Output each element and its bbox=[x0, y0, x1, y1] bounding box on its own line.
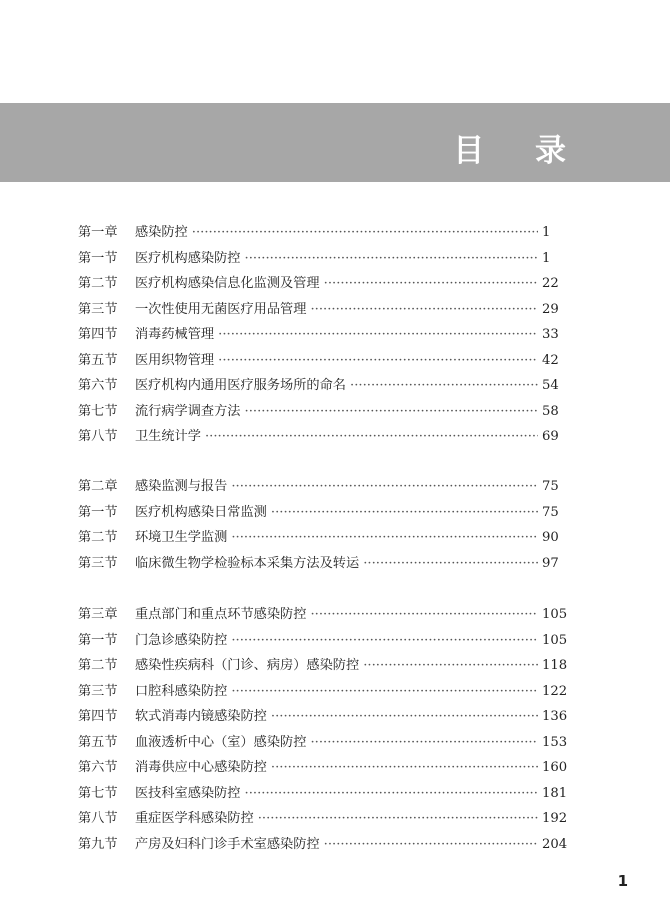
toc-entry-title: 软式消毒内镜感染防控 bbox=[135, 709, 267, 724]
toc-entry-number: 第二节 bbox=[78, 530, 118, 545]
toc-entry-page: 75 bbox=[542, 504, 559, 520]
toc-entry-title: 感染性疾病科（门诊、病房）感染防控 bbox=[135, 658, 360, 673]
toc-entry-page: 118 bbox=[542, 658, 568, 673]
toc-dot-leader bbox=[324, 835, 538, 855]
toc-section-row[interactable] bbox=[78, 376, 572, 396]
toc-dot-leader bbox=[258, 809, 538, 829]
toc-section-row[interactable] bbox=[78, 325, 572, 345]
toc-section-row[interactable] bbox=[78, 402, 572, 422]
toc-entry-page: 97 bbox=[542, 555, 559, 571]
toc-dot-leader bbox=[310, 300, 538, 320]
toc-dot-leader bbox=[218, 351, 538, 371]
toc-section-row[interactable] bbox=[78, 554, 572, 574]
toc-dot-leader bbox=[218, 325, 538, 345]
toc-entry-number: 第四节 bbox=[78, 709, 118, 724]
toc-entry-title: 临床微生物学检验标本采集方法及转运 bbox=[135, 555, 360, 571]
toc-entry-number: 第一章 bbox=[78, 225, 118, 240]
toc-entry-title: 感染防控 bbox=[135, 225, 188, 240]
toc-entry-number: 第五节 bbox=[78, 734, 118, 750]
toc-entry-title: 一次性使用无菌医疗用品管理 bbox=[135, 301, 307, 317]
toc-entry-number: 第六节 bbox=[78, 378, 118, 393]
toc-entry-number: 第四节 bbox=[78, 327, 118, 342]
toc-entry-title: 卫生统计学 bbox=[135, 429, 201, 444]
toc-entry-title: 医疗机构内通用医疗服务场所的命名 bbox=[135, 378, 346, 393]
toc-entry-title: 医用织物管理 bbox=[135, 352, 215, 368]
toc-entry-page: 1 bbox=[542, 250, 551, 266]
toc-entry-page: 192 bbox=[542, 811, 568, 826]
toc-section-row[interactable] bbox=[78, 784, 572, 804]
toc-entry-page: 22 bbox=[542, 276, 559, 291]
toc-entry-page: 42 bbox=[542, 352, 559, 368]
toc-entry-page: 160 bbox=[542, 760, 568, 775]
toc-entry-number: 第三节 bbox=[78, 683, 118, 699]
toc-entry-number: 第七节 bbox=[78, 785, 118, 801]
toc-section-row[interactable] bbox=[78, 503, 572, 523]
toc-dot-leader bbox=[245, 402, 539, 422]
toc-dot-leader bbox=[363, 656, 538, 676]
toc-dot-leader bbox=[271, 503, 538, 523]
toc-dot-leader bbox=[310, 733, 538, 753]
page-number: 1 bbox=[617, 872, 628, 890]
toc-entry-page: 105 bbox=[542, 607, 568, 622]
toc-dot-leader bbox=[192, 223, 538, 243]
toc-section-row[interactable] bbox=[78, 733, 572, 753]
toc-entry-page: 33 bbox=[542, 327, 559, 342]
toc-section-row[interactable] bbox=[78, 809, 572, 829]
toc-section-row[interactable] bbox=[78, 758, 572, 778]
toc-entry-title: 医疗机构感染信息化监测及管理 bbox=[135, 276, 320, 291]
toc-dot-leader bbox=[231, 477, 538, 497]
toc-entry-number: 第三节 bbox=[78, 301, 118, 317]
toc-section-row[interactable] bbox=[78, 528, 572, 548]
toc-entry-page: 58 bbox=[542, 403, 559, 419]
toc-section-row[interactable] bbox=[78, 631, 572, 651]
toc-entry-page: 54 bbox=[542, 378, 559, 393]
toc-entry-title: 流行病学调查方法 bbox=[135, 403, 241, 419]
toc-chapter-row[interactable] bbox=[78, 605, 572, 625]
toc-entry-title: 血液透析中心（室）感染防控 bbox=[135, 734, 307, 750]
toc-entry-title: 产房及妇科门诊手术室感染防控 bbox=[135, 836, 320, 852]
title-banner bbox=[0, 103, 670, 182]
toc-entry-title: 医技科室感染防控 bbox=[135, 785, 241, 801]
toc-entry-title: 重点部门和重点环节感染防控 bbox=[135, 607, 307, 622]
toc-entry-page: 1 bbox=[542, 225, 551, 240]
toc-dot-leader bbox=[205, 427, 538, 447]
toc-entry-number: 第二章 bbox=[78, 479, 118, 494]
toc-dot-leader bbox=[231, 631, 538, 651]
toc-chapter-row[interactable] bbox=[78, 477, 572, 497]
toc-section-row[interactable] bbox=[78, 656, 572, 676]
toc-entry-page: 122 bbox=[542, 683, 568, 699]
toc-dot-leader bbox=[231, 682, 538, 702]
toc-entry-title: 口腔科感染防控 bbox=[135, 683, 228, 699]
toc-entry-title: 医疗机构感染防控 bbox=[135, 250, 241, 266]
toc-dot-leader bbox=[324, 274, 538, 294]
toc-dot-leader bbox=[363, 554, 538, 574]
toc-entry-page: 105 bbox=[542, 632, 568, 648]
toc-entry-number: 第一节 bbox=[78, 504, 118, 520]
toc-section-row[interactable] bbox=[78, 707, 572, 727]
toc-entry-title: 消毒供应中心感染防控 bbox=[135, 760, 267, 775]
toc-entry-number: 第六节 bbox=[78, 760, 118, 775]
toc-entry-title: 重症医学科感染防控 bbox=[135, 811, 254, 826]
toc-entry-page: 75 bbox=[542, 479, 559, 494]
toc-chapter-row[interactable] bbox=[78, 223, 572, 243]
toc-section-row[interactable] bbox=[78, 427, 572, 447]
toc-entry-number: 第八节 bbox=[78, 429, 118, 444]
toc-dot-leader bbox=[271, 707, 538, 727]
toc-entry-number: 第二节 bbox=[78, 276, 118, 291]
toc-entry-page: 90 bbox=[542, 530, 559, 545]
toc-section-row[interactable] bbox=[78, 835, 572, 855]
toc-entry-number: 第一节 bbox=[78, 632, 118, 648]
toc-entry-number: 第七节 bbox=[78, 403, 118, 419]
toc-entry-number: 第二节 bbox=[78, 658, 118, 673]
toc-entry-page: 136 bbox=[542, 709, 568, 724]
toc-section-row[interactable] bbox=[78, 300, 572, 320]
toc-dot-leader bbox=[231, 528, 538, 548]
toc-entry-page: 204 bbox=[542, 836, 568, 852]
toc-section-row[interactable] bbox=[78, 249, 572, 269]
toc-entry-page: 181 bbox=[542, 785, 568, 801]
toc-section-row[interactable] bbox=[78, 274, 572, 294]
toc-entry-page: 153 bbox=[542, 734, 568, 750]
toc-entry-title: 消毒药械管理 bbox=[135, 327, 215, 342]
toc-entry-number: 第五节 bbox=[78, 352, 118, 368]
toc-dot-leader bbox=[350, 376, 538, 396]
toc-entry-page: 29 bbox=[542, 301, 559, 317]
toc-dot-leader bbox=[310, 605, 538, 625]
toc-entry-number: 第一节 bbox=[78, 250, 118, 266]
toc-entry-number: 第九节 bbox=[78, 836, 118, 852]
toc-entry-number: 第三节 bbox=[78, 555, 118, 571]
toc-dot-leader bbox=[271, 758, 538, 778]
page-title: 目 录 bbox=[453, 133, 586, 169]
toc-entry-title: 环境卫生学监测 bbox=[135, 530, 228, 545]
toc-entry-title: 感染监测与报告 bbox=[135, 479, 228, 494]
toc-section-row[interactable] bbox=[78, 682, 572, 702]
toc-entry-title: 医疗机构感染日常监测 bbox=[135, 504, 267, 520]
toc-entry-number: 第八节 bbox=[78, 811, 118, 826]
toc-entry-page: 69 bbox=[542, 429, 559, 444]
toc-section-row[interactable] bbox=[78, 351, 572, 371]
toc-dot-leader bbox=[245, 784, 539, 804]
toc-dot-leader bbox=[245, 249, 539, 269]
toc-entry-number: 第三章 bbox=[78, 607, 118, 622]
toc-entry-title: 门急诊感染防控 bbox=[135, 632, 228, 648]
